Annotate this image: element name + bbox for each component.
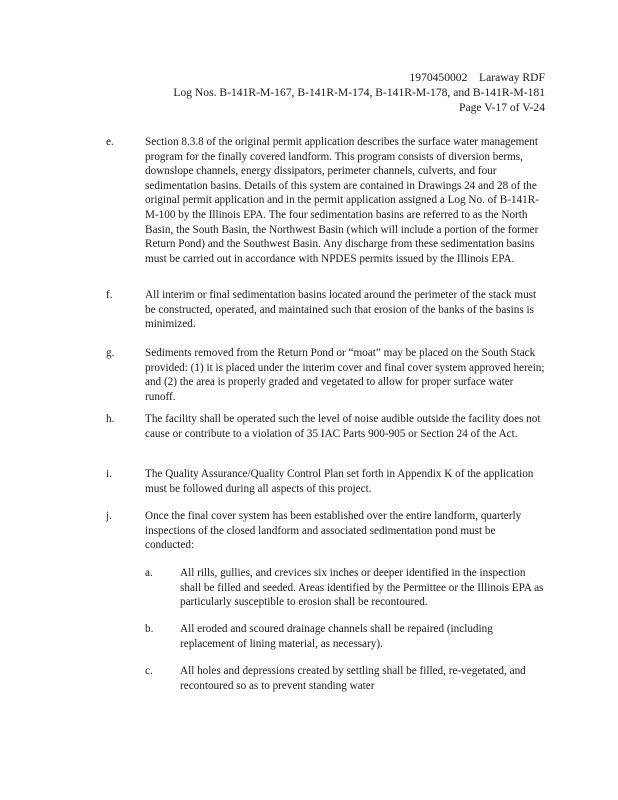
condition-label: e. — [106, 136, 114, 148]
subcondition-label: b. — [145, 623, 154, 635]
condition-label: i. — [106, 468, 112, 480]
condition-text: Section 8.3.8 of the original permit application describes the surface water management program for the finally covered landform. This program consists of diversion berms, downslope channels, energy dissipators, perimeter channels, culverts, and four sedimentation basins. Details of this system are contained in Drawings 24 and 28 of the original permit application and in the permit application assigned a Log No. of B-141R-M-100 by the Illinois EPA. The four sedimentation basins are referred to as the North Basin, the South Basin, the Northwest Basin (which will include a portion of the former Return Pond) and the Southwest Basin. Any discharge from these sedimentation basins must be carried out in accordance with NPDES permits issued by the Illinois EPA. — [145, 136, 539, 265]
condition-text: Sediments removed from the Return Pond or “moat” may be placed on the South Stack provided: (1) it is placed under the interim cover and final cover system approved herein; and (2) the area is properly graded and vegetated to allow for proper surface water runoff. — [145, 347, 545, 403]
condition-text: The facility shall be operated such the level of noise audible outside the facility does not cause or contribute to a violation of 35 IAC Parts 900-905 or Section 24 of the Act. — [145, 413, 541, 440]
subcondition-text: All rills, gullies, and crevices six inches or deeper identified in the inspection shall be filled and seeded. Areas identified by the Permittee or the Illinois EPA as particularly susceptible to erosion shall be recontoured. — [180, 567, 544, 609]
subcondition-label: a. — [145, 567, 153, 579]
subcondition-label: c. — [145, 665, 153, 677]
condition-text: All interim or final sedimentation basins located around the perimeter of the stack must be constructed, operated, and maintained such that erosion of the banks of the basins is minimized. — [145, 289, 537, 331]
subcondition-text: All holes and depressions created by settling shall be filled, re-vegetated, and recontoured so as to prevent standing water — [180, 665, 526, 692]
condition-label: f. — [106, 289, 113, 301]
condition-label: j. — [106, 510, 112, 522]
condition-text: The Quality Assurance/Quality Control Plan set forth in Appendix K of the application must be followed during all aspects of this project. — [145, 468, 534, 495]
condition-text: Once the final cover system has been established over the entire landform, quarterly inspections of the closed landform and associated sedimentation pond must be conducted: — [145, 510, 522, 552]
header-facility-id: 1970450002 Laraway RDF — [409, 71, 545, 84]
header-log-numbers: Log Nos. B-141R-M-167, B-141R-M-174, B-141R-M-178, and B-141R-M-181 — [173, 85, 545, 99]
condition-label: g. — [106, 347, 115, 359]
condition-label: h. — [106, 413, 115, 425]
subcondition-text: All eroded and scoured drainage channels shall be repaired (including replacement of lining material, as necessary). — [180, 623, 493, 650]
page-header — [173, 71, 545, 115]
header-page-number: Page V-17 of V-24 — [459, 100, 545, 114]
